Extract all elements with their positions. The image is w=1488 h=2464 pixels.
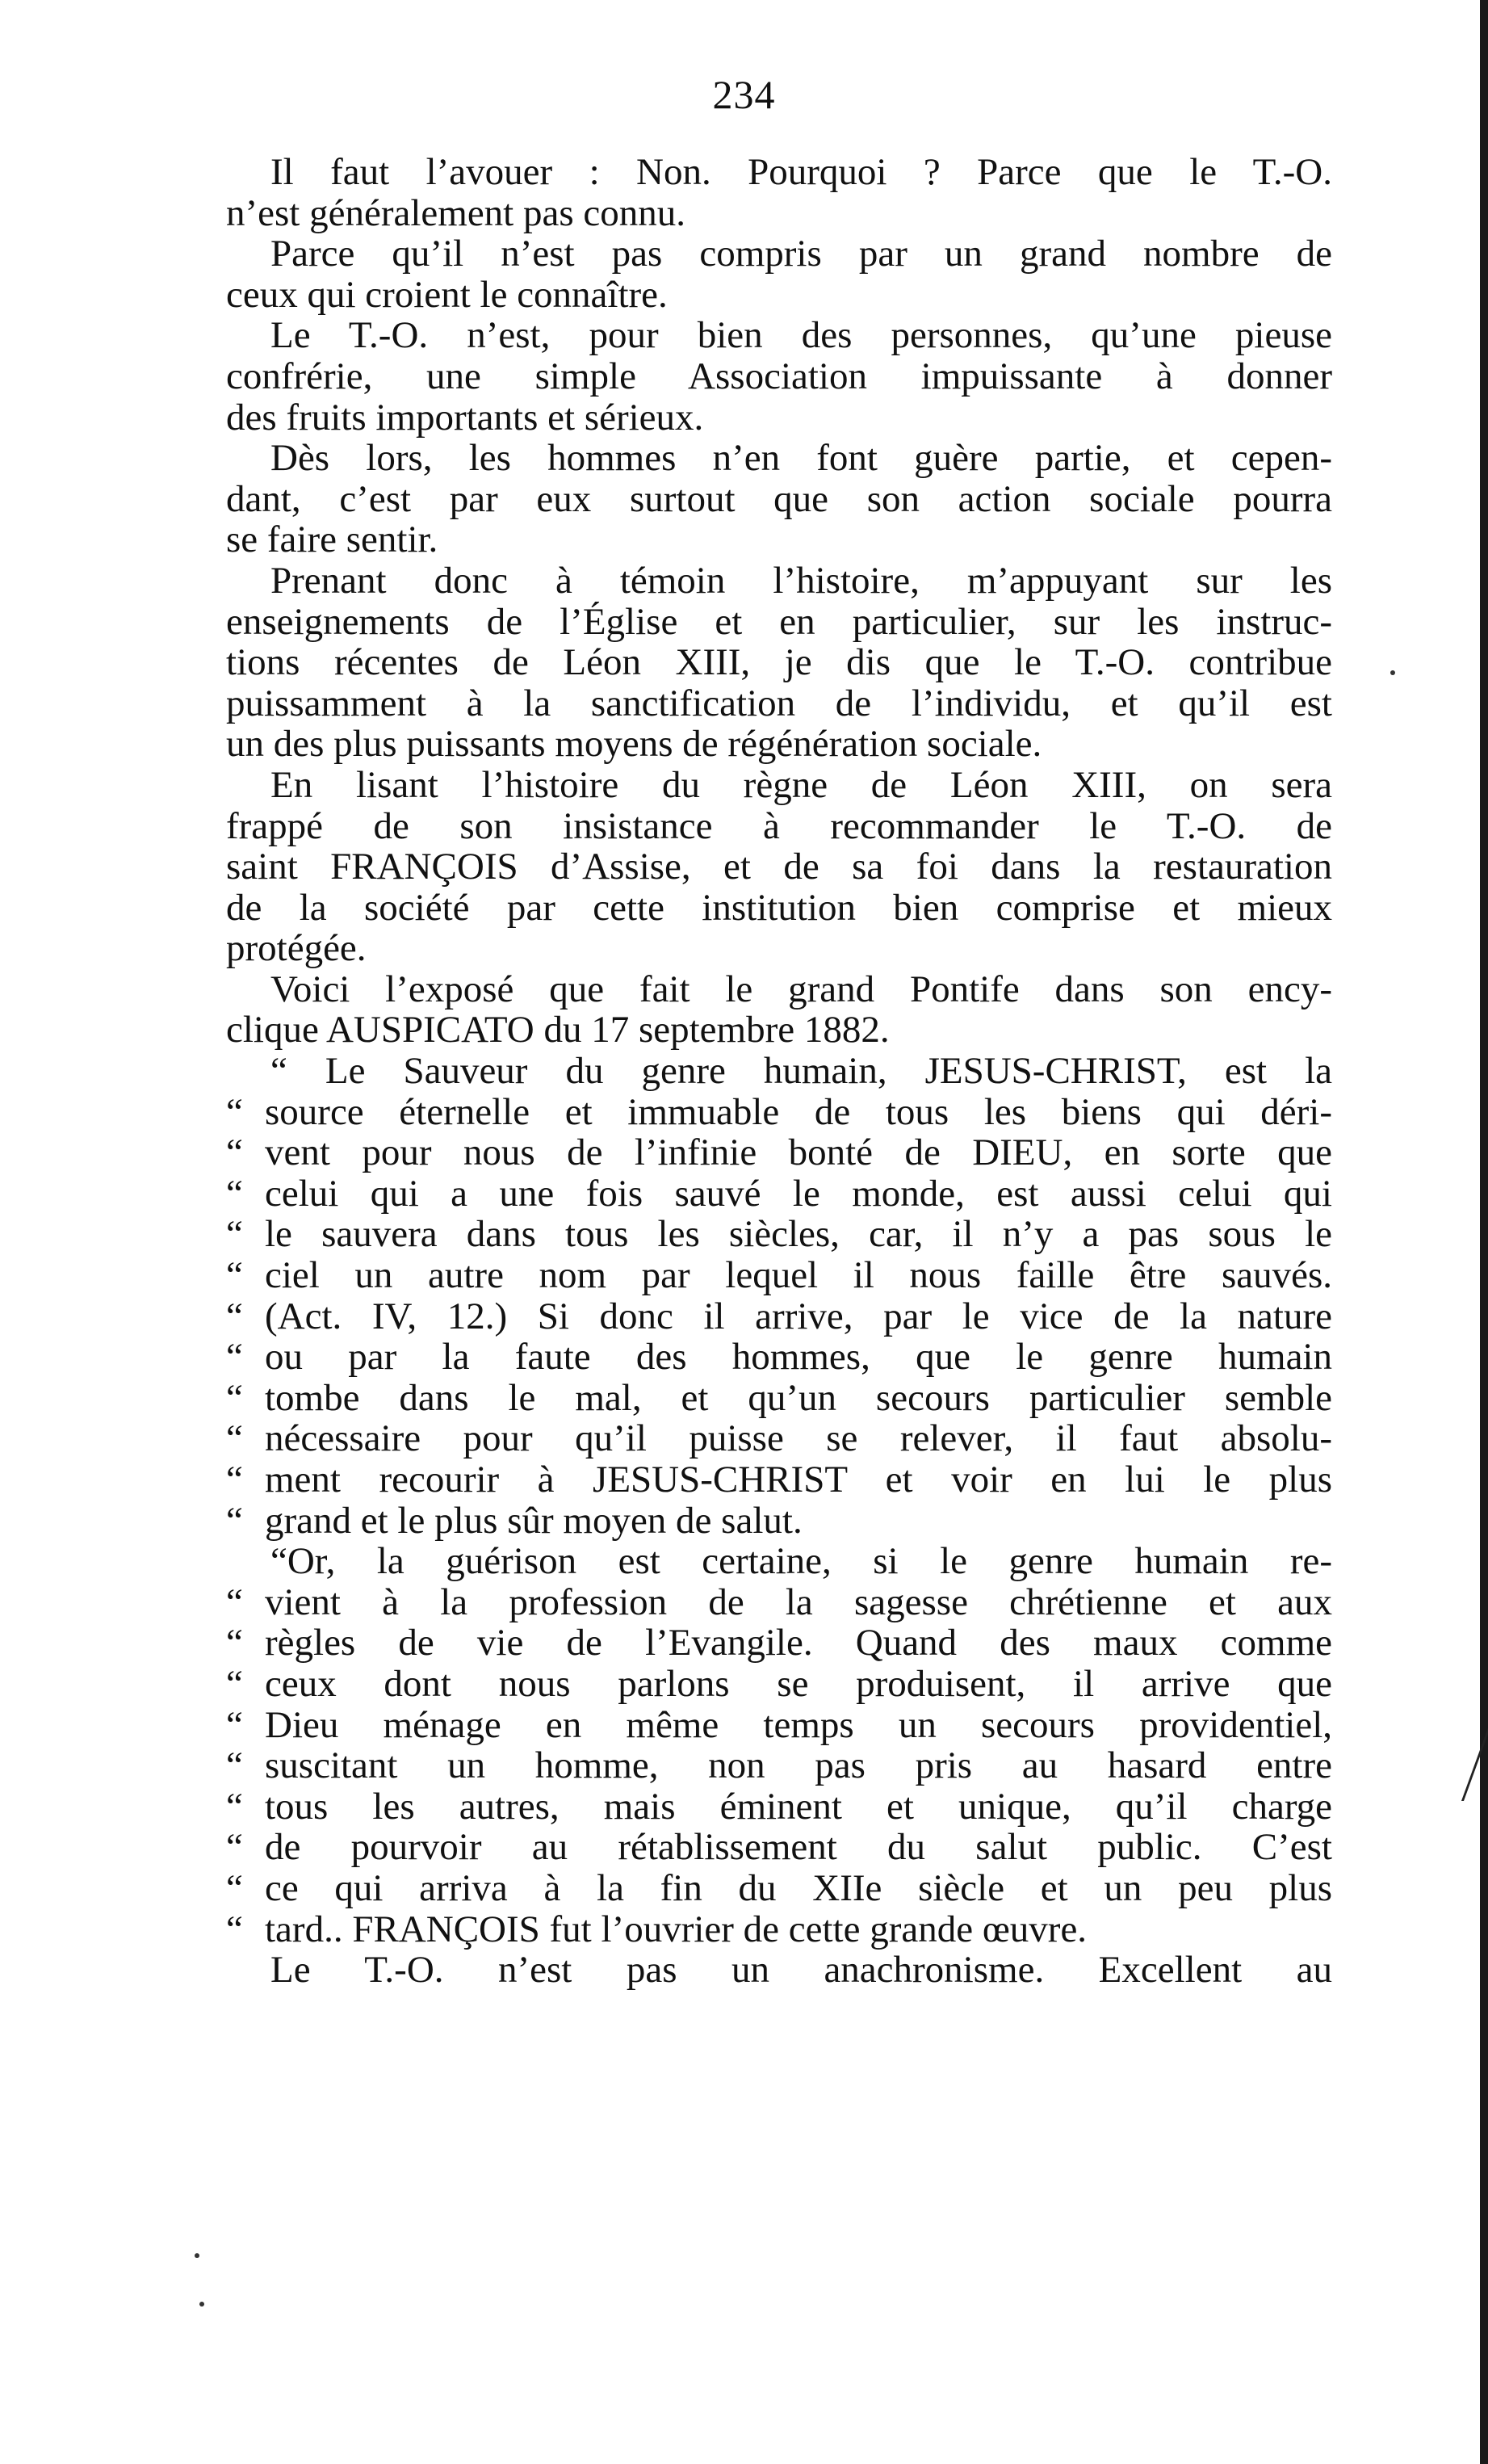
line-text: Parce qu’il n’est pas compris par un grand nombre de (270, 233, 1332, 275)
text-line (226, 1622, 1332, 1664)
text-line (226, 560, 1332, 602)
stray-dot (1390, 670, 1395, 675)
text-line (226, 888, 1332, 929)
line-text: ou par la faute des hommes, que le genre humain (265, 1336, 1332, 1379)
line-text: confrérie, une simple Association impuissante à donner (226, 355, 1332, 397)
line-text: protégée. (226, 927, 367, 970)
text-line (226, 1745, 1332, 1786)
line-text: ciel un autre nom par lequel il nous faille être sauvés. (265, 1254, 1332, 1297)
text-line (226, 1501, 1332, 1542)
quote-mark: “ (226, 1254, 243, 1297)
text-line (226, 642, 1332, 683)
line-text: Dès lors, les hommes n’en font guère partie, et cepen- (270, 437, 1332, 480)
text-line (226, 1541, 1332, 1582)
text-line (226, 438, 1332, 479)
line-text: “ Le Sauveur du genre humain, JESUS-CHRIST, est la (270, 1050, 1332, 1093)
quote-mark: “ (226, 1213, 243, 1256)
text-line (226, 683, 1332, 724)
quote-mark: “ (226, 1417, 243, 1460)
line-text: puissamment à la sanctification de l’individu, et qu’il est (226, 682, 1332, 724)
quote-mark: “ (226, 1459, 243, 1501)
line-text: source éternelle et immuable de tous les biens qui déri- (265, 1090, 1332, 1133)
text-line (226, 1664, 1332, 1705)
text-line (226, 356, 1332, 397)
quote-mark: “ (226, 1744, 243, 1787)
line-text: ceux qui croient le connaître. (226, 273, 668, 316)
line-text: nécessaire pour qu’il puisse se relever, il faut absolu- (265, 1417, 1332, 1460)
text-line (226, 1950, 1332, 1991)
text-line (226, 397, 1332, 439)
line-text: Le T.-O. n’est pas un anachronisme. Excellent au (270, 1949, 1332, 1992)
line-text: ce qui arriva à la fin du XIIe siècle et un peu plus (265, 1866, 1332, 1909)
text-line (226, 519, 1332, 560)
text-line (226, 1255, 1332, 1296)
quote-mark: “ (226, 1662, 243, 1705)
text-line (226, 1051, 1332, 1092)
quote-mark: “ (226, 1866, 243, 1909)
quote-mark: “ (226, 1580, 243, 1623)
line-text: ceux dont nous parlons se produisent, il arrive que (265, 1662, 1332, 1705)
text-line (226, 1459, 1332, 1501)
line-text: de la société par cette institution bien comprise et mieux (226, 886, 1332, 929)
text-line (226, 765, 1332, 806)
quote-mark: “ (226, 1172, 243, 1215)
quote-mark: “ (226, 1703, 243, 1746)
line-text: grand et le plus sûr moyen de salut. (265, 1499, 803, 1542)
text-line (226, 1827, 1332, 1868)
line-text: tombe dans le mal, et qu’un secours particulier semble (265, 1376, 1332, 1419)
line-text: règles de vie de l’Evangile. Quand des maux comme (265, 1622, 1332, 1664)
line-text: “Or, la guérison est certaine, si le genre humain re- (270, 1540, 1332, 1583)
line-text: Il faut l’avouer : Non. Pourquoi ? Parce que le T.-O. (270, 151, 1332, 193)
line-text: vent pour nous de l’infinie bonté de DIEU, en sorte que (265, 1131, 1332, 1174)
line-text: saint FRANÇOIS d’Assise, et de sa foi dans la restauration (226, 846, 1332, 888)
text-line (226, 1705, 1332, 1746)
text-line (226, 969, 1332, 1010)
line-text: des fruits importants et sérieux. (226, 396, 704, 439)
line-text: tous les autres, mais éminent et unique, qu’il charge (265, 1785, 1332, 1828)
quote-mark: “ (226, 1131, 243, 1174)
line-text: frappé de son insistance à recommander le T.-O. de (226, 804, 1332, 847)
text-line (226, 1418, 1332, 1459)
line-text: clique AUSPICATO du 17 septembre 1882. (226, 1009, 890, 1052)
text-line (226, 1868, 1332, 1909)
body-text (226, 152, 1332, 1991)
line-text: En lisant l’histoire du règne de Léon XIII, on sera (270, 763, 1332, 806)
text-line (226, 1173, 1332, 1215)
line-text: celui qui a une fois sauvé le monde, est aussi celui qui (265, 1172, 1332, 1215)
line-text: un des plus puissants moyens de régénération sociale. (226, 723, 1042, 766)
quote-mark: “ (226, 1376, 243, 1419)
page-edge-shadow (1480, 0, 1488, 2464)
quote-mark: “ (226, 1908, 243, 1950)
text-line (226, 928, 1332, 969)
quote-mark: “ (226, 1622, 243, 1664)
text-line (226, 602, 1332, 643)
stray-dot (199, 2302, 204, 2307)
line-text: Voici l’exposé que fait le grand Pontife dans son ency- (270, 968, 1332, 1010)
text-line (226, 846, 1332, 888)
quote-mark: “ (226, 1826, 243, 1869)
text-line (226, 1909, 1332, 1950)
text-line (226, 233, 1332, 275)
stray-dot (195, 2253, 199, 2258)
line-text: Dieu ménage en même temps un secours providentiel, (265, 1703, 1332, 1746)
line-text: dant, c’est par eux surtout que son action sociale pourra (226, 477, 1332, 520)
line-text: le sauvera dans tous les siècles, car, il n’y a pas sous le (265, 1213, 1332, 1256)
text-line (226, 1132, 1332, 1173)
line-text: n’est généralement pas connu. (226, 191, 686, 234)
line-text: ment recourir à JESUS-CHRIST et voir en lui le plus (265, 1459, 1332, 1501)
text-line (226, 315, 1332, 356)
text-line (226, 1337, 1332, 1378)
quote-mark: “ (226, 1785, 243, 1828)
line-text: enseignements de l’Église et en particulier, sur les instruc- (226, 600, 1332, 643)
line-text: tions récentes de Léon XIII, je dis que le T.-O. contribue (226, 641, 1332, 684)
text-line (226, 1378, 1332, 1419)
quote-mark: “ (226, 1295, 243, 1337)
text-line (226, 806, 1332, 847)
text-line (226, 1214, 1332, 1255)
text-line (226, 1296, 1332, 1337)
text-line (226, 1092, 1332, 1133)
line-text: Prenant donc à témoin l’histoire, m’appuyant sur les (270, 559, 1332, 602)
quote-mark: “ (226, 1090, 243, 1133)
text-line (226, 479, 1332, 520)
text-line (226, 724, 1332, 765)
text-line (226, 1010, 1332, 1051)
text-line (226, 1582, 1332, 1623)
line-text: se faire sentir. (226, 518, 438, 561)
text-line (226, 152, 1332, 193)
line-text: (Act. IV, 12.) Si donc il arrive, par le vice de la nature (265, 1295, 1332, 1337)
line-text: de pourvoir au rétablissement du salut public. C’est (265, 1826, 1332, 1869)
quote-mark: “ (226, 1499, 243, 1542)
line-text: suscitant un homme, non pas pris au hasard entre (265, 1744, 1332, 1787)
line-text: tard.. FRANÇOIS fut l’ouvrier de cette grande œuvre. (265, 1908, 1088, 1950)
line-text: vient à la profession de la sagesse chrétienne et aux (265, 1580, 1332, 1623)
line-text: Le T.-O. n’est, pour bien des personnes, qu’une pieuse (270, 314, 1332, 357)
page-number: 234 (712, 72, 776, 117)
text-line (226, 193, 1332, 234)
quote-mark: “ (226, 1336, 243, 1379)
text-line (226, 1786, 1332, 1828)
text-line (226, 275, 1332, 316)
